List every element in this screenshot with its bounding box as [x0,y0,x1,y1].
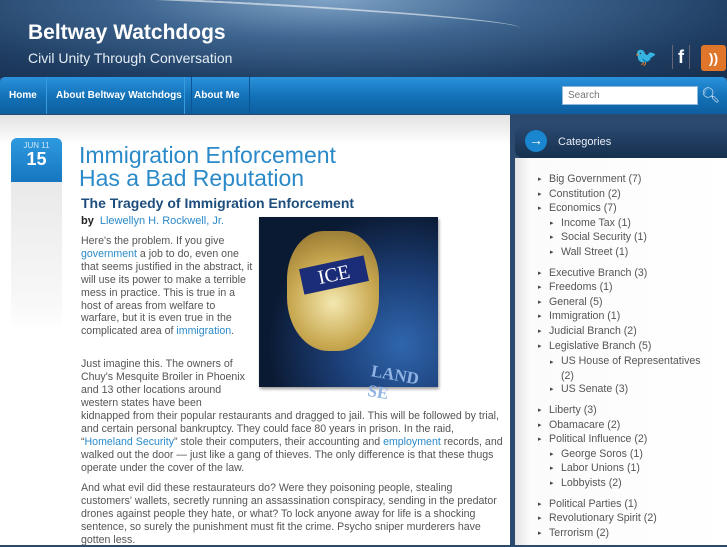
category-item[interactable]: ▸ Social Security (1) [561,231,647,243]
site-header [0,0,727,78]
category-item[interactable]: ▸ George Soros (1) [561,448,643,460]
date-day: 15 [26,149,47,169]
category-item[interactable]: ▸ US House of Representatives (2) [561,354,711,383]
post-date-badge [11,138,62,182]
category-item[interactable]: ▸ Liberty (3) [549,404,597,416]
ice-badge-image: ICE LAND SE [259,217,438,387]
category-item[interactable]: ▸ General (5) [549,296,603,308]
site-tagline: Civil Unity Through Conversation [28,50,233,66]
category-item[interactable]: ▸ Revolutionary Spirit (2) [549,512,657,524]
category-item[interactable]: ▸ Immigration (1) [549,310,620,322]
link-government[interactable]: government [81,247,137,260]
category-item[interactable]: ▸ Freedoms (1) [549,281,613,293]
category-item[interactable]: ▸ Legislative Branch (5) [549,340,651,352]
category-item[interactable]: ▸ Lobbyists (2) [561,477,622,489]
category-item[interactable]: ▸ Wall Street (1) [561,246,628,258]
paragraph-2b [81,410,506,475]
link-homeland-security[interactable]: Homeland Security [84,435,175,448]
category-item[interactable]: ▸ US Senate (3) [561,383,628,395]
category-item[interactable]: ▸ Executive Branch (3) [549,267,647,279]
link-employment[interactable]: employment [383,435,441,448]
nav-about-me[interactable]: About Me [184,77,250,114]
site-title[interactable]: Beltway Watchdogs [28,21,226,44]
text: a job to do, even one that seems justified in the abstract, it will use its power to make a terrible mess in practice. This is true in a host of areas from welfare to warfare, but it is even true in the complicated area of [81,247,253,338]
category-item[interactable]: ▸ Labor Unions (1) [561,462,640,474]
twitter-icon[interactable]: 🐦 [634,46,658,67]
category-item[interactable]: ▸ Obamacare (2) [549,419,620,431]
link-immigration[interactable]: immigration [176,325,232,338]
paragraph-2a: Just imagine this. The owners of Chuy's Mesquite Broiler in Phoenix and 13 other locations around western states have been [81,358,245,409]
text: Here's the problem. If you give [81,235,225,247]
nav-home[interactable]: Home [0,77,47,114]
search-icon[interactable]: 🔍︎ [701,87,721,104]
author-link[interactable]: Llewellyn H. Rockwell, Jr. [99,215,224,227]
date-month: JUN 11 [23,141,50,150]
categories-header [515,124,727,158]
paragraph-3: And what evil did these restaurateurs do? Were they poisoning people, stealing customers' wallets, secretly running an assassination conspiracy, sending in the predator drones against people they hate, or what? To lock anyone away for life is a shocking sentence, so surely the punishment must fit the crime. Psycho sniper murderers have gotten less. [81,482,497,546]
paragraph-1 [81,235,256,338]
date-strip [11,182,62,332]
text: ” stole their computers, their accounting and [174,435,384,448]
byline [81,215,224,227]
category-item[interactable]: ▸ Terrorism (2) [549,527,609,539]
text: kidnapped from their popular restaurants and dragged to jail. This will be followed by trial, and certain personal bankruptcy. They could face 80 years in prison. In the raid, “ [81,410,499,448]
categories-heading: Categories [558,136,612,148]
category-item[interactable]: ▸ Big Government (7) [549,173,641,185]
post-title[interactable]: Immigration Enforcement Has a Bad Reputation [79,142,336,191]
category-item[interactable]: ▸ Political Influence (2) [549,433,647,445]
text: records, and walked out the door — just like a gang of thieves. The only difference is that these thugs operate under the cover of the law. [81,435,503,474]
category-item[interactable]: ▸ Constitution (2) [549,188,621,200]
category-item[interactable]: ▸ Judicial Branch (2) [549,325,637,337]
text: . [231,325,235,338]
arrow-right-icon: → [525,130,547,152]
category-item[interactable]: ▸ Political Parties (1) [549,498,637,510]
search-input[interactable] [562,86,698,105]
by-label: by [81,215,94,227]
category-item[interactable]: ▸ Income Tax (1) [561,217,631,229]
facebook-icon[interactable]: f [672,45,690,69]
category-item[interactable]: ▸ Economics (7) [549,202,617,214]
post-subtitle: The Tragedy of Immigration Enforcement [81,195,355,211]
nav-about-beltway-watchdogs[interactable]: About Beltway Watchdogs [46,77,192,114]
rss-icon[interactable]: )) [701,45,726,71]
